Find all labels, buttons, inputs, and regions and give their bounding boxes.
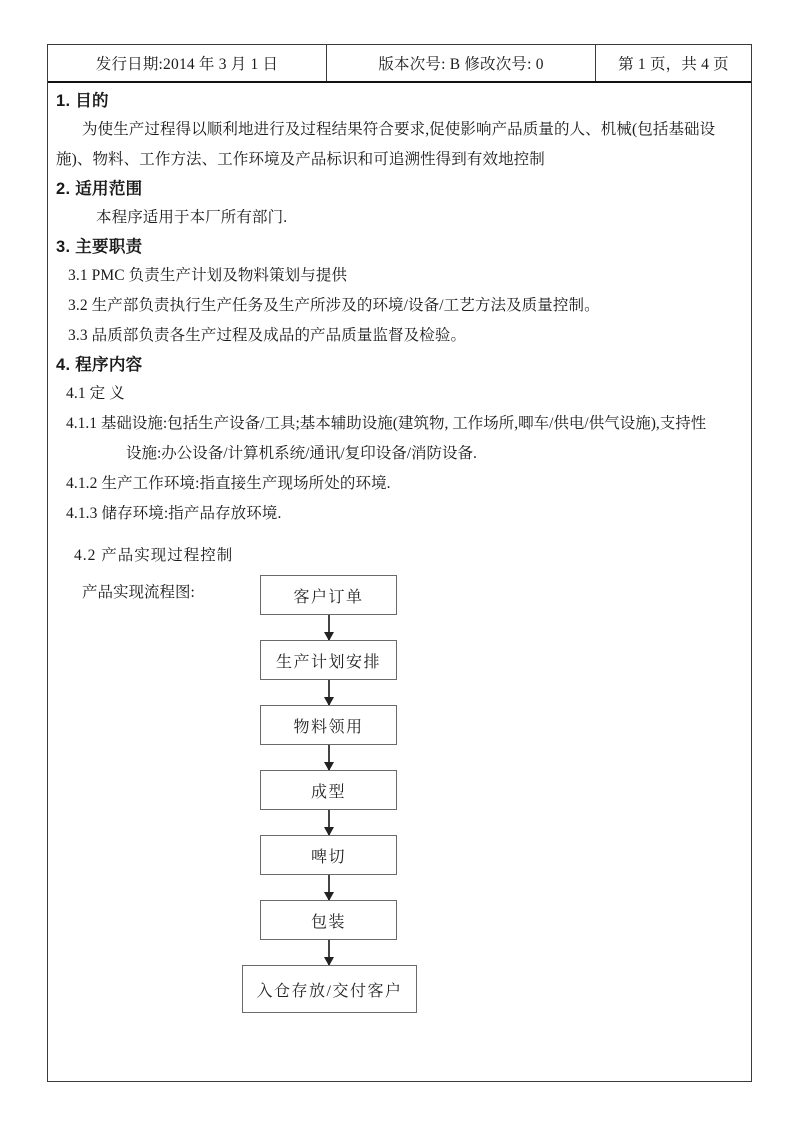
- clause-4-1-title: 4.1 定 义: [66, 385, 125, 402]
- clause-4-1-1-line2: 设施:办公设备/计算机系统/通讯/复印设备/消防设备.: [126, 445, 477, 462]
- document-page-frame: [47, 44, 752, 1082]
- header-cell-version: 版本次号: B 修改次号: 0: [327, 45, 596, 81]
- flow-node-forming: 成型: [260, 770, 397, 810]
- flow-node-warehouse-delivery: 入仓存放/交付客户: [242, 965, 417, 1013]
- clause-4-1-2: 4.1.2 生产工作环境:指直接生产现场所处的环境.: [66, 475, 391, 492]
- flow-arrow-4: [328, 810, 330, 835]
- clause-4-2-title: 4.2 产品实现过程控制: [74, 547, 234, 564]
- flow-node-production-plan: 生产计划安排: [260, 640, 397, 680]
- clause-3-2: 3.2 生产部负责执行生产任务及生产所涉及的环境/设备/工艺方法及质量控制。: [68, 297, 600, 314]
- section-2-paragraph: 本程序适用于本厂所有部门.: [96, 209, 288, 226]
- flow-arrow-2: [328, 680, 330, 705]
- flow-node-material-requisition: 物料领用: [260, 705, 397, 745]
- section-heading-1: 1. 目的: [56, 92, 109, 110]
- vertical-spacer: [56, 529, 741, 541]
- section-heading-2: 2. 适用范围: [56, 180, 143, 198]
- clause-3-3: 3.3 品质部负责各生产过程及成品的产品质量监督及检验。: [68, 327, 467, 344]
- clause-4-1-1: [56, 409, 741, 469]
- section-heading-4: 4. 程序内容: [56, 356, 143, 374]
- section-1-paragraph: 为使生产过程得以顺利地进行及过程结果符合要求,促使影响产品质量的人、机械(包括基础设施)、物料、工作方法、工作环境及产品标识和可追溯性得到有效地控制: [56, 121, 716, 168]
- flow-arrow-1: [328, 615, 330, 640]
- clause-4-1-3: 4.1.3 储存环境:指产品存放环境.: [66, 505, 282, 522]
- product-realization-flowchart: [56, 575, 741, 1005]
- flow-arrow-6: [328, 940, 330, 965]
- document-body: [48, 83, 751, 1081]
- clause-3-1: 3.1 PMC 负责生产计划及物料策划与提供: [68, 267, 348, 284]
- document-header-table: [48, 45, 751, 83]
- clause-4-1-1-line1: 4.1.1 基础设施:包括生产设备/工具;基本辅助设施(建筑物, 工作场所,唧车/供电/供气设施),支持性: [66, 415, 707, 432]
- header-cell-page-number: 第 1 页，共 4 页: [618, 56, 729, 73]
- flow-node-customer-order: 客户订单: [260, 575, 397, 615]
- header-cell-issue-date: 发行日期:2014 年 3 月 1 日: [48, 45, 327, 81]
- flow-node-packaging: 包装: [260, 900, 397, 940]
- flow-arrow-3: [328, 745, 330, 770]
- flowchart-caption: 产品实现流程图:: [82, 584, 195, 601]
- section-heading-3: 3. 主要职责: [56, 238, 143, 256]
- flow-arrow-5: [328, 875, 330, 900]
- flow-node-die-cutting: 啤切: [260, 835, 397, 875]
